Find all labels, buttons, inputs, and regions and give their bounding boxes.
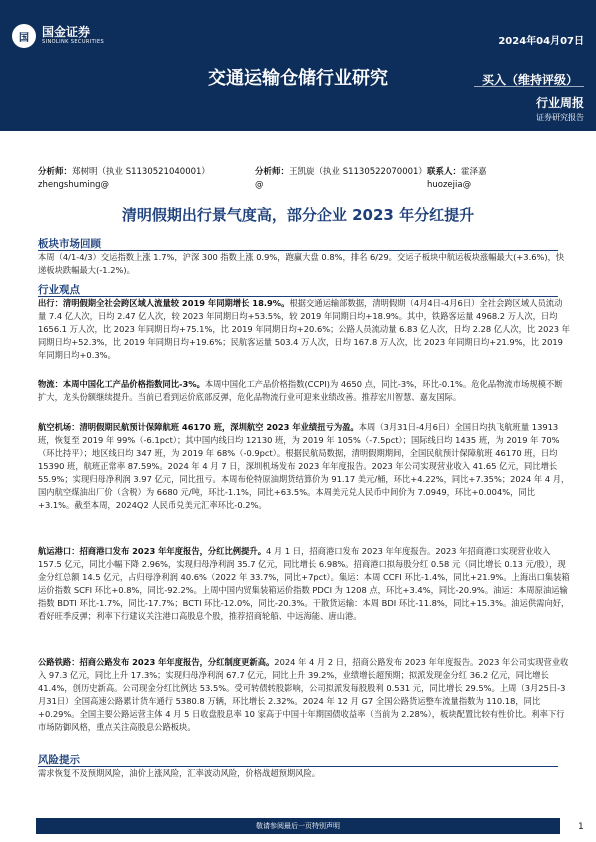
header-divider (474, 86, 584, 87)
logistics-body: 本周中国化工产品价格指数(CCPI)为 4650 点，同比-3%，环比-0.1%。危化品物流市场规模不断扩大，龙头份额继续提升。当前已看到运价底部反弹，危化品物流行业可迎来业绩改善。推荐宏川智慧、嘉友国际。 (38, 379, 563, 402)
risk-text: 需求恢复不及预期风险，油价上涨风险，汇率波动风险，价格战超预期风险。 (38, 768, 321, 778)
highway-lead: 公路铁路：招商公路发布 2023 年年度报告，分红制度更新高。 (38, 657, 275, 667)
travel-body: 根据交通运输部数据，清明假期（4月4日-4月6日）全社会跨区域人员流动量 7.4 亿人次，日均 2.47 亿人次，较 2023 年同期日均+53.5%，较 2019 年同期日均+18.9%。其中，铁路客运量 4968.2 万人次，日均 1656.1 万人次，比 2023 年同期日均+75.1%，比 2019 年同期日均+20.6%；公路人员流动量 6.83 亿人次，日均 2.28 亿人次，比 2023 年同期日均+52.3%，比 2019 年同期日均+19.6%；民航客运量 503.4 万人次，日均 167.8 万人次，比 2023 年同期日均+21.9%，比 2019 年同期日均+0.3%。 (38, 298, 570, 360)
report-header (0, 0, 596, 131)
analyst-name: 郑树明（执业 S1130521040001） (72, 167, 210, 177)
report-headline: 清明假期出行景气度高，部分企业 2023 年分红提升 (121, 206, 475, 224)
analyst-email: @ (255, 180, 264, 190)
analyst-label: 分析师： (38, 167, 73, 177)
logo-mark-icon: 国 (12, 24, 36, 48)
shipping-paragraph (38, 545, 570, 623)
footer-disclaimer: 敬请参阅最后一页特别声明 (36, 818, 560, 834)
logistics-paragraph (38, 378, 570, 404)
analyst-email: zhengshuming@ (38, 180, 109, 190)
highway-body: 2024 年 4 月 2 日，招商公路发布 2023 年年度报告。2023 年公司实现营业收入 97.3 亿元，同比上升 17.3%；实现归母净利润 67.7 亿元，同比上升 39.2%，业绩增长超预期；拟派发现金分红 36.2 亿元，同比增长 41.4%，创历史新高。公司现金分红比例达 53.5%。受可转债转股影响，公司拟派发每股股利 0.531 元，同比增长 29.5%。上周（3月25日-3月31日）全国高速公路累计货车通行 5380.8 万辆，环比增长 2.32%。2024 年 12 月 G7 全国公路货运整车流量指数为 110.18，同比+0.29%。全国主要公路运营主体 4 月 5 日收盘股息率 10 家高于中国十年期国债收益率（当前为 2.28%），板块配置比较有性价比。利率下行市场防御风格，重点关注高股息公路板块。 (38, 657, 569, 732)
aviation-body: 本周（3月31日-4月6日）全国日均执飞航班量 13913 班，恢复至 2019 年 99%（-6.1pct）；其中国内线日均 12130 班，为 2019 年 105%（-7.5pct）；国际线日均 1435 班，为 2019 年 70%（环比持平）；地区线日均 347 班，为 2019 年 68%（-0.9pct）。根据民航局数据，清明假期期间，全国民航预计保障航班 46170 班，日均 15390 班，航班正常率 87.59%。2024 年 4 月 7 日，深圳机场发布 2023 年年度报告。2023 年公司实现营业收入 41.65 亿元，同比增长 55.9%；实现归母净利润 3.97 亿元，同比扭亏。本周布伦特原油期货结算价为 91.17 美元/桶，环比+4.22%，同比+7.35%；2024 年 4 月，国内航空煤油出厂价（含税）为 6680 元/吨，环比-1.1%，同比+63.5%。本周美元兑人民币中间价为 7.0949，环比+0.004%，同比+3.1%。截至本周，2024Q2 人民币兑美元汇率环比-0.2%。 (38, 422, 570, 510)
analyst-2 (255, 166, 427, 192)
report-subtitle: 证券研究报告 (536, 113, 584, 122)
travel-paragraph (38, 297, 570, 362)
contact-name: 霍泽嘉 (461, 167, 487, 177)
contact-person (427, 166, 487, 192)
logo-name-en: SINOLINK SECURITIES (42, 39, 105, 45)
analyst-name: 王凯旋（执业 S1130522070001） (289, 167, 427, 177)
shipping-body: 4 月 1 日，招商港口发布 2023 年年度报告。2023 年招商港口实现营业收入 157.5 亿元，同比小幅下降 2.96%，实现归母净利润 35.7 亿元，同比增长 6.98%。招商港口拟每股分红 0.58 元（同比增长 0.13 元/股），现金分红总额 14.5 亿元，占归母净利润 40.6%（2022 年 33.7%，同比+7pct）。集运：本周 CCFI 环比-1.4%，同比+21.9%。上海出口集装箱运价指数 SCFI 环比+0.8%，同比-92.2%。上周中国内贸集装箱运价指数 PDCI 为 1208 点，环比+3.4%，同比-20.9%。油运：本周原油运输指数 BDTI 环比-1.7%，同比-17.7%；BCTI 环比-12.0%，同比-20.3%。干散货运输：本周 BDI 环比-11.8%，同比+15.3%。油运供需向好，看好旺季反弹；利率下行建议关注港口高股息个股，推荐招商轮船、中远海能、唐山港。 (38, 546, 570, 621)
highway-paragraph (38, 656, 570, 734)
contact-label: 联系人： (427, 167, 462, 177)
contact-email: huozejia@ (427, 180, 472, 190)
rating-label: 买入（维持评级） (482, 73, 579, 87)
section-title-risk: 风险提示 (38, 754, 80, 766)
aviation-lead: 航空机场：清明假期民航预计保障航班 46170 班，深圳航空 2023 年业绩扭亏为盈。 (38, 422, 359, 432)
analyst-1 (38, 166, 210, 192)
logo-name-cn: 国金证券 (42, 25, 91, 39)
company-logo (12, 24, 104, 48)
page-number: 1 (578, 822, 584, 832)
section-title-market: 板块市场回顾 (38, 238, 101, 250)
report-title: 交通运输仓储行业研究 (208, 68, 388, 89)
logistics-lead: 物流：本周中国化工产品价格指数同比-3%。 (38, 379, 205, 389)
section-title-view: 行业观点 (38, 284, 80, 296)
travel-lead: 出行：清明假期全社会跨区域人流量较 2019 年同期增长 18.9%。 (38, 298, 290, 308)
aviation-paragraph (38, 421, 570, 512)
analyst-label: 分析师： (255, 167, 290, 177)
shipping-lead: 航运港口：招商港口发布 2023 年年度报告，分红比例提升。 (38, 546, 266, 556)
market-review-text: 本周（4/1-4/3）交运指数上涨 1.7%，沪深 300 指数上涨 0.9%，跑赢大盘 0.8%，排名 6/29。交运子板块中航运板块涨幅最大(+3.6%)，快递板块跌幅最大(-1.2%)。 (38, 252, 565, 275)
report-date: 2024年04月07日 (498, 36, 584, 47)
report-type: 行业周报 (535, 96, 584, 110)
